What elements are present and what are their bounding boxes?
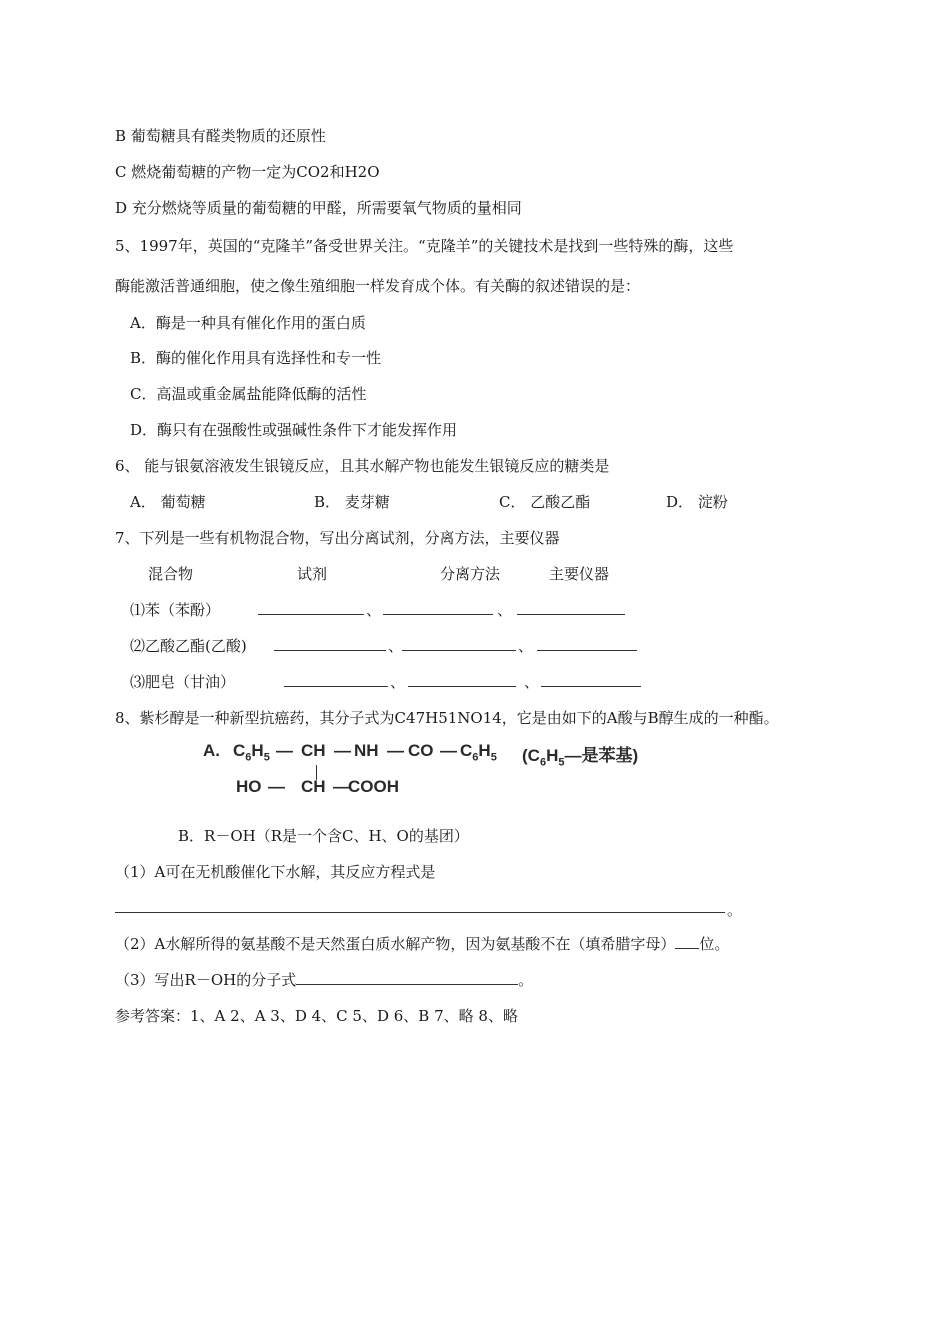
q8-sub2-end: 位。: [699, 935, 730, 953]
formula-note: ($C_6H_5—$是苯基): [522, 746, 639, 769]
formula-c6h5-right: $C_6H_5$: [460, 741, 497, 764]
q8-sub3-text: （3）写出R－OH的分子式: [115, 971, 297, 989]
answer-key: 参考答案：1、A 2、A 3、D 4、C 5、D 6、B 7、略 8、略: [115, 1007, 518, 1025]
formula-bond-3: —: [387, 741, 404, 760]
q5-stem-line2: 酶能激活普通细胞，使之像生殖细胞一样发育成个体。有关酶的叙述错误的是：: [115, 277, 641, 295]
q7-row-1-label: ⑴苯（苯酚）: [130, 601, 221, 619]
q8-sub1-answer-blank[interactable]: [115, 912, 725, 913]
q8-sub2-text: （2）A水解所得的氨基酸不是天然蛋白质水解产物，因为氨基酸不在（填希腊字母）: [115, 935, 676, 953]
formula-bond-2: —: [334, 741, 351, 760]
formula-ho: HO: [236, 777, 262, 796]
q8-sub3-blank[interactable]: [296, 970, 518, 985]
q7-row2-method-blank[interactable]: [402, 636, 516, 651]
q7-row-3-label: ⑶肥皂（甘油）: [130, 673, 236, 691]
q7-row3-sep1: 、: [390, 673, 406, 691]
q7-row2-reagent-blank[interactable]: [274, 636, 386, 651]
q7-row1-method-blank[interactable]: [383, 600, 493, 615]
formula-co: CO: [408, 741, 434, 760]
q4-option-d: D 充分燃烧等质量的葡萄糖的甲醛，所需要氧气物质的量相同: [115, 199, 522, 217]
formula-bond-6: —: [333, 777, 350, 796]
q7-row-3: [130, 672, 235, 692]
formula-label-a: A.: [203, 741, 220, 760]
q7-row-2: [130, 636, 247, 656]
formula-bond-1: —: [276, 741, 293, 760]
q8-sub1-period: 。: [727, 901, 743, 919]
q7-header-mixture: 混合物: [148, 565, 194, 583]
q7-row1-sep1: 、: [366, 601, 382, 619]
q7-header-method: 分离方法: [440, 565, 501, 583]
q6-option-b: B． 麦芽糖: [314, 493, 390, 511]
q6-option-a: A． 葡萄糖: [130, 493, 206, 511]
q8-sub2: [115, 934, 729, 954]
q5-option-a: A．酶是一种具有催化作用的蛋白质: [130, 314, 366, 332]
q7-row1-sep2: 、: [497, 601, 513, 619]
q5-stem-line1: 5、1997年，英国的“克隆羊”备受世界关注。“克隆羊”的关键技术是找到一些特殊的酶，这些: [115, 237, 734, 255]
formula-nh: NH: [354, 741, 379, 760]
formula-bond-5: —: [268, 777, 285, 796]
q8-sub2-blank[interactable]: [675, 934, 699, 949]
q6-option-c: C． 乙酸乙酯: [499, 493, 591, 511]
q6-option-d: D． 淀粉: [666, 493, 728, 511]
q7-stem: 7、下列是一些有机物混合物，写出分离试剂，分离方法，主要仪器: [115, 529, 560, 547]
q5-option-c: C．高温或重金属盐能降低酶的活性: [130, 385, 367, 403]
formula-bond-4: —: [440, 741, 457, 760]
q5-option-b: B．酶的催化作用具有选择性和专一性: [130, 349, 382, 367]
q7-row3-reagent-blank[interactable]: [284, 672, 388, 687]
q7-header-reagent: 试剂: [297, 565, 328, 583]
q8-stem: 8、紫杉醇是一种新型抗癌药，其分子式为C47H51NO14，它是由如下的A酸与B醇生成的一种酯。: [115, 709, 779, 727]
q7-row1-reagent-blank[interactable]: [258, 600, 364, 615]
formula-c6h5-left: $C_6H_5$: [233, 741, 270, 764]
q7-row3-sep2: 、: [524, 673, 540, 691]
q4-option-b: B 葡萄糖具有醛类物质的还原性: [115, 127, 326, 145]
q7-row3-method-blank[interactable]: [408, 672, 516, 687]
q7-row-2-label: ⑵乙酸乙酯(乙酸): [130, 637, 247, 655]
q7-row2-sep2: 、: [518, 637, 534, 655]
formula-cooh: COOH: [348, 777, 399, 796]
q8-option-b: B．R－OH（R是一个含C、H、O的基团）: [178, 827, 469, 845]
q5-option-d: D．酶只有在强酸性或强碱性条件下才能发挥作用: [130, 421, 458, 439]
q7-header-instrument: 主要仪器: [549, 565, 610, 583]
q7-row2-sep1: 、: [388, 637, 404, 655]
q7-row-1: [130, 600, 220, 620]
q7-row3-instrument-blank[interactable]: [541, 672, 641, 687]
q4-option-c: C 燃烧葡萄糖的产物一定为CO2和H2O: [115, 163, 380, 181]
q8-sub1: （1）A可在无机酸催化下水解，其反应方程式是: [115, 863, 436, 881]
q7-row1-instrument-blank[interactable]: [517, 600, 625, 615]
q8-sub3: [115, 970, 533, 990]
q8-sub3-end: 。: [518, 971, 534, 989]
formula-ch-1: CH: [301, 741, 326, 760]
q7-row2-instrument-blank[interactable]: [537, 636, 637, 651]
q6-stem: 6、 能与银氨溶液发生银镜反应，且其水解产物也能发生银镜反应的糖类是: [115, 457, 610, 475]
formula-ch-2: CH: [301, 777, 326, 796]
